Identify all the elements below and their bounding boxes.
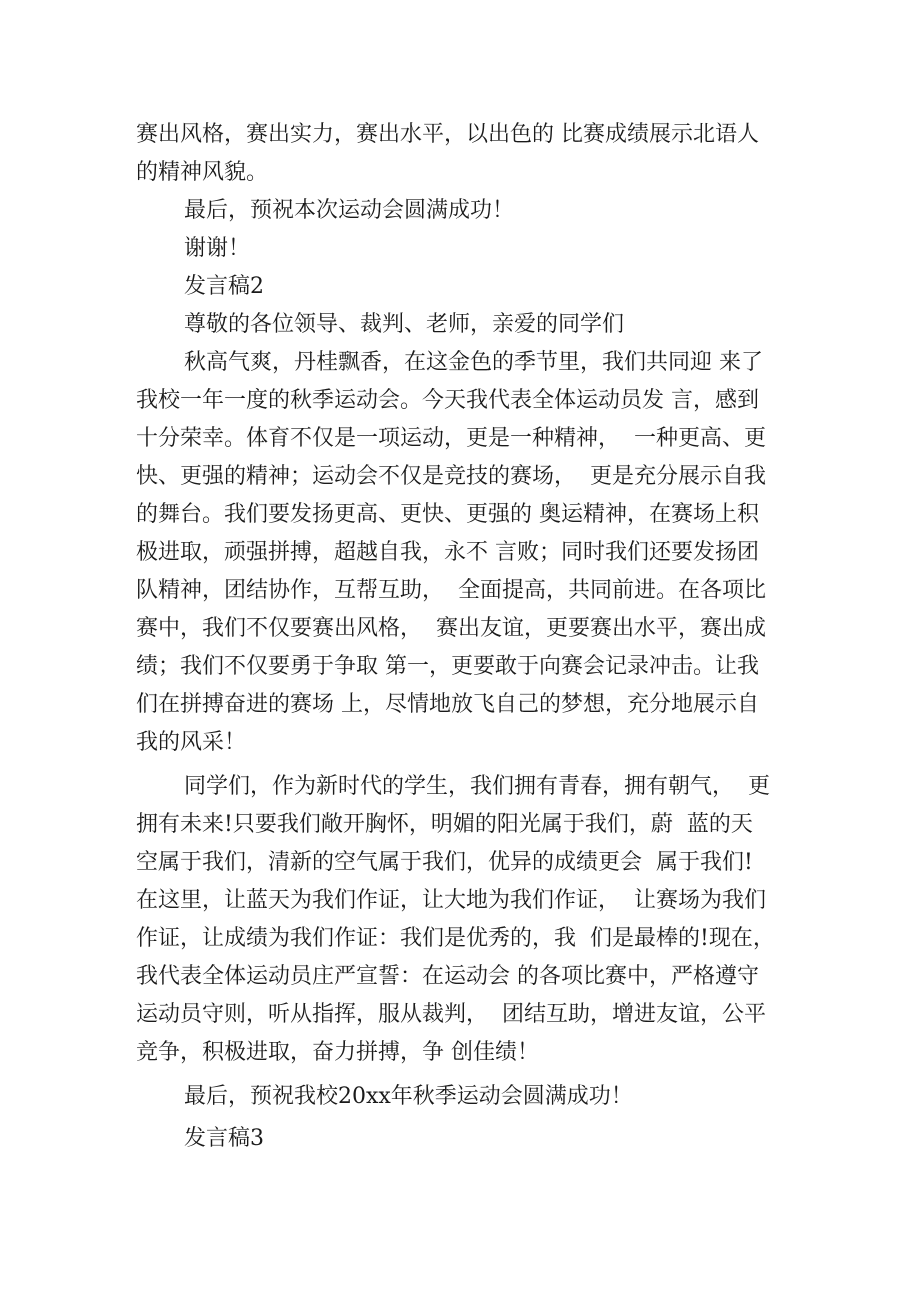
paragraph-line: 十分荣幸。体育不仅是一项运动，更是一种精神， 一种更高、更	[136, 426, 766, 451]
paragraph-line: 的舞台。我们要发扬更高、更快、更强的 奥运精神，在赛场上积	[136, 502, 759, 527]
paragraph-line: 极进取，顽强拼搏，超越自我，永不 言败；同时我们还要发扬团	[136, 540, 759, 565]
paragraph-line: 作证，让成绩为我们作证：我们是优秀的，我 们是最棒的!现在，	[136, 926, 775, 951]
paragraph-line: 赛中，我们不仅要赛出风格， 赛出友谊，更要赛出水平，赛出成	[136, 616, 766, 641]
paragraph-line: 我校一年一度的秋季运动会。今天我代表全体运动员发 言，感到	[136, 388, 759, 413]
paragraph-line: 在这里，让蓝天为我们作证，让大地为我们作证， 让赛场为我们	[136, 888, 766, 913]
paragraph-line: 我代表全体运动员庄严宣誓：在运动会 的各项比赛中，严格遵守	[136, 964, 759, 989]
salutation: 尊敬的各位领导、裁判、老师，亲爱的同学们	[184, 312, 625, 337]
paragraph-line: 空属于我们，清新的空气属于我们，优异的成绩更会 属于我们!	[136, 850, 753, 875]
section-heading: 发言稿3	[184, 1126, 264, 1151]
paragraph-line: 同学们，作为新时代的学生，我们拥有青春，拥有朝气， 更	[184, 774, 770, 799]
paragraph-line: 队精神，团结协作，互帮互助， 全面提高，共同前进。在各项比	[136, 578, 766, 603]
paragraph-line: 拥有未来!只要我们敞开胸怀，明媚的阳光属于我们，蔚 蓝的天	[136, 812, 753, 837]
paragraph-line: 最后，预祝我校20xx年秋季运动会圆满成功！	[184, 1084, 633, 1109]
paragraph-line: 绩；我们不仅要勇于争取 第一，更要敢于向赛会记录冲击。让我	[136, 654, 759, 679]
paragraph-line: 的精神风貌。	[136, 160, 269, 185]
paragraph-line: 竞争，积极进取，奋力拼搏，争 创佳绩！	[136, 1040, 539, 1065]
section-heading: 发言稿2	[184, 274, 264, 299]
paragraph-line: 最后，预祝本次运动会圆满成功！	[184, 198, 515, 223]
paragraph-line: 谢谢！	[184, 236, 251, 261]
paragraph-line: 们在拼搏奋进的赛场 上，尽情地放飞自己的梦想，充分地展示自	[136, 692, 759, 717]
paragraph-line: 快、更强的精神；运动会不仅是竞技的赛场， 更是充分展示自我	[136, 464, 766, 489]
paragraph-line: 我的风采！	[136, 730, 247, 755]
paragraph-line: 秋高气爽，丹桂飘香，在这金色的季节里，我们共同迎 来了	[184, 350, 763, 375]
paragraph-line: 运动员守则，听从指挥，服从裁判， 团结互助，增进友谊，公平	[136, 1002, 766, 1027]
paragraph-line: 赛出风格，赛出实力，赛出水平，以出色的 比赛成绩展示北语人	[136, 122, 759, 147]
